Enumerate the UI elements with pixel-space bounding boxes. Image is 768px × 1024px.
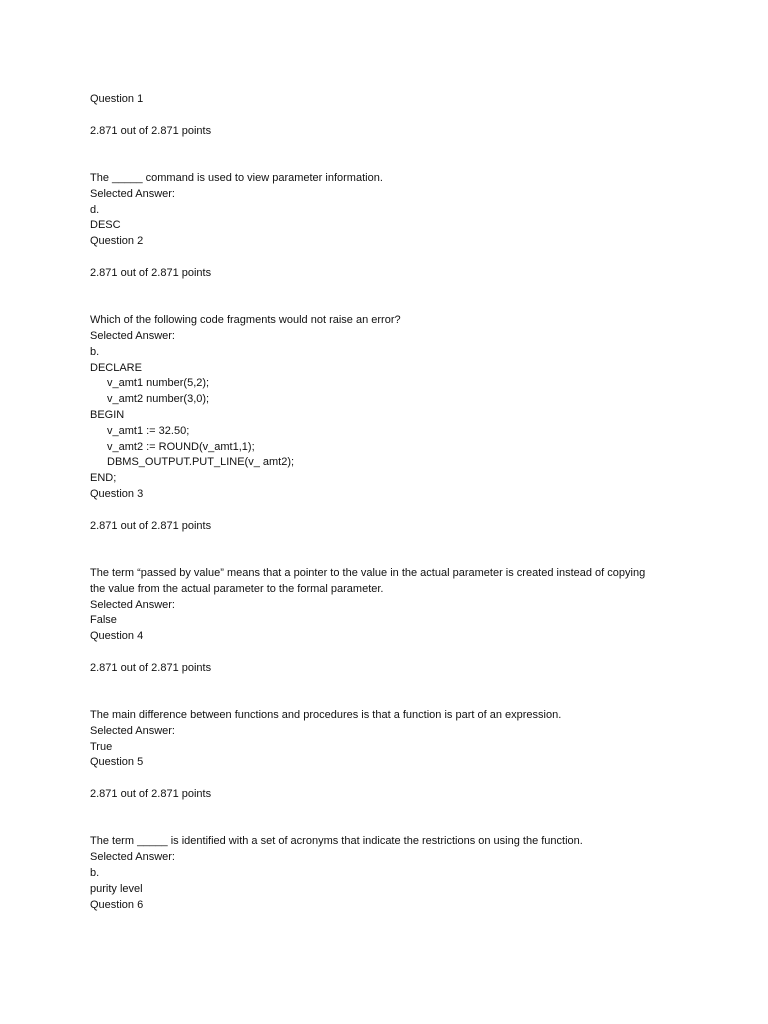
question-score: 2.871 out of 2.871 points xyxy=(90,661,212,674)
code-line: v_amt2 number(3,0); xyxy=(107,393,210,406)
question-heading: Question 5 xyxy=(90,756,144,769)
question-heading: Question 1 xyxy=(90,93,144,105)
spacer xyxy=(90,139,690,155)
spacer xyxy=(90,155,690,171)
question-score: 2.871 out of 2.871 points xyxy=(90,124,212,137)
spacer xyxy=(90,819,690,835)
answer-text: True xyxy=(90,740,113,753)
answer-text: purity level xyxy=(90,882,143,895)
question-heading: Question 6 xyxy=(90,898,144,911)
question-score: 2.871 out of 2.871 points xyxy=(90,519,212,532)
question-prompt: The _____ command is used to view parameter information. xyxy=(90,171,383,184)
spacer xyxy=(90,771,690,787)
answer-text: DESC xyxy=(90,219,121,232)
spacer xyxy=(90,534,690,550)
answer-letter: b. xyxy=(90,345,100,358)
quiz-results-document xyxy=(90,92,690,913)
answer-text: False xyxy=(90,614,117,627)
spacer xyxy=(90,550,690,566)
selected-answer-label: Selected Answer: xyxy=(90,329,175,342)
question-score: 2.871 out of 2.871 points xyxy=(90,788,212,801)
question-prompt: The main difference between functions and procedures is that a function is part of an expression. xyxy=(90,709,562,722)
spacer xyxy=(90,108,690,124)
question-heading: Question 4 xyxy=(90,630,144,643)
answer-letter: b. xyxy=(90,867,100,880)
spacer xyxy=(90,676,690,692)
code-line: v_amt1 number(5,2); xyxy=(107,377,210,390)
code-line: v_amt1 := 32.50; xyxy=(107,424,190,437)
question-prompt-line: The term “passed by value” means that a pointer to the value in the actual parameter is created instead of copying xyxy=(90,566,646,579)
code-line: DBMS_OUTPUT.PUT_LINE(v_ amt2); xyxy=(107,456,295,469)
question-heading: Question 3 xyxy=(90,487,144,500)
selected-answer-label: Selected Answer: xyxy=(90,724,175,737)
question-score: 2.871 out of 2.871 points xyxy=(90,266,212,279)
question-heading: Question 2 xyxy=(90,235,144,248)
spacer xyxy=(90,503,690,519)
spacer xyxy=(90,250,690,266)
selected-answer-label: Selected Answer: xyxy=(90,187,175,200)
answer-letter: d. xyxy=(90,203,100,216)
spacer xyxy=(90,297,690,313)
question-prompt: Which of the following code fragments would not raise an error? xyxy=(90,314,401,327)
spacer xyxy=(90,803,690,819)
question-prompt-line: the value from the actual parameter to the formal parameter. xyxy=(90,582,384,595)
code-line: DECLARE xyxy=(90,361,142,374)
code-line: END; xyxy=(90,472,117,485)
code-line: v_amt2 := ROUND(v_amt1,1); xyxy=(107,440,255,453)
selected-answer-label: Selected Answer: xyxy=(90,598,175,611)
code-line: BEGIN xyxy=(90,408,125,421)
spacer xyxy=(90,692,690,708)
selected-answer-label: Selected Answer: xyxy=(90,851,175,864)
question-prompt: The term _____ is identified with a set of acronyms that indicate the restrictions on using the function. xyxy=(90,835,583,848)
spacer xyxy=(90,282,690,298)
spacer xyxy=(90,645,690,661)
